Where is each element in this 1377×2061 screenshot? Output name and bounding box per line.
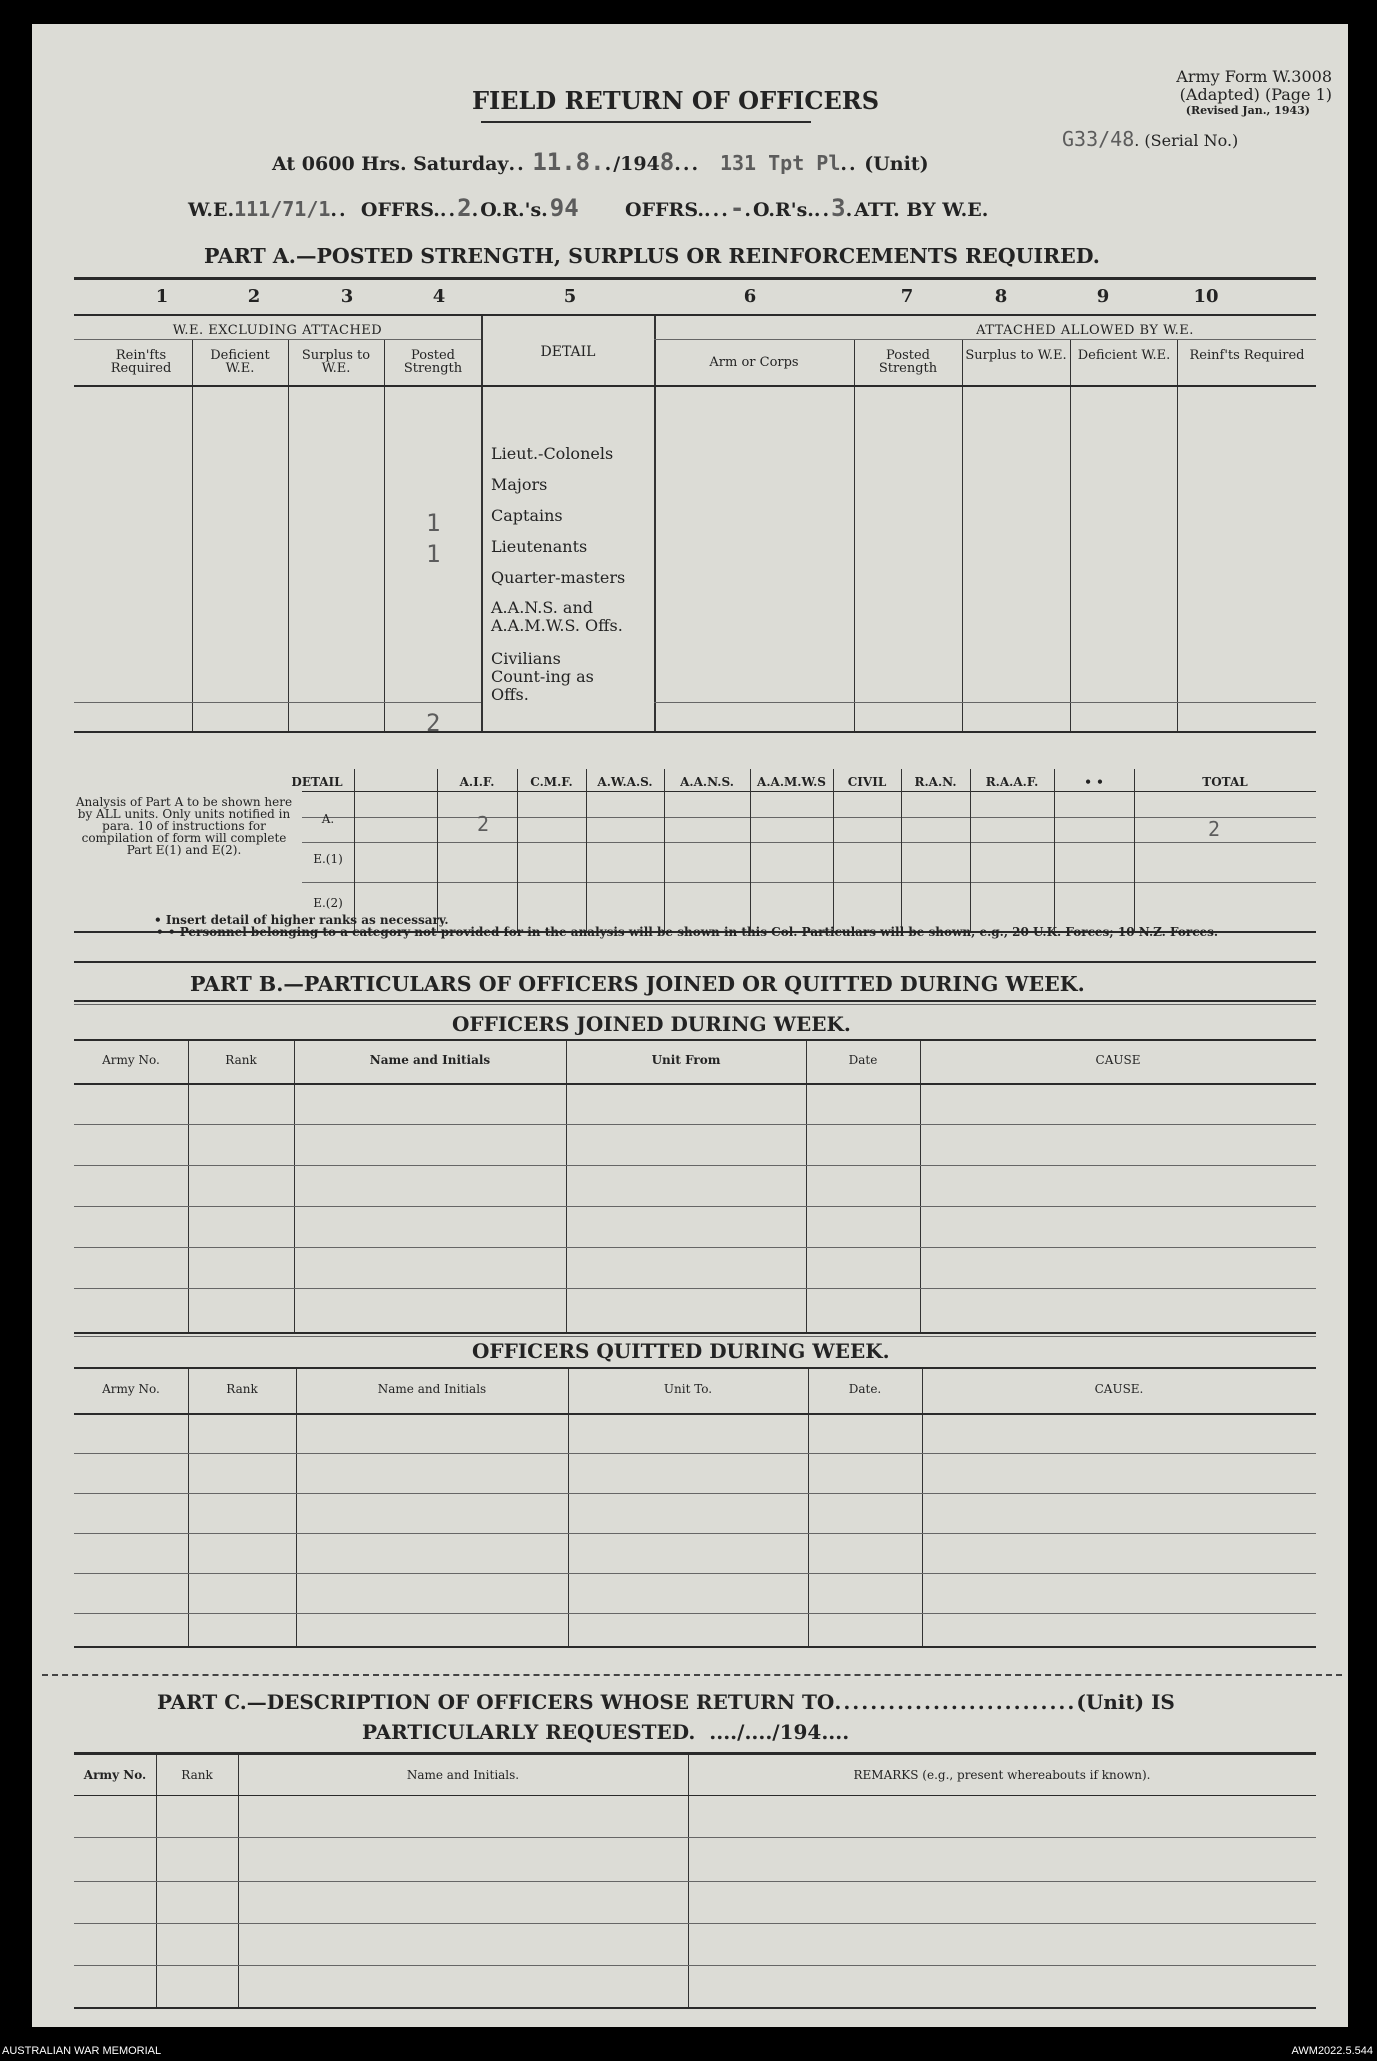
grid-line — [192, 339, 193, 732]
joined-header-bottom — [74, 1083, 1316, 1085]
part-c-row-rule — [74, 1881, 1316, 1882]
rank-aans: A.A.N.S. and A.A.M.W.S. Offs. — [491, 598, 623, 635]
quitted-grid-line — [922, 1369, 923, 1647]
att-offrs-field[interactable]: - — [729, 194, 745, 222]
subheader-arm: Arm or Corps — [709, 355, 799, 370]
subheader-deficient: Deficient W.E. — [210, 348, 270, 376]
analysis-grid-line — [354, 769, 355, 931]
analysis-grid-line — [833, 769, 834, 931]
part-c-title-text: PART C.—DESCRIPTION OF OFFICERS WHOSE RETURN TO — [157, 1690, 835, 1714]
analysis-aif-value[interactable]: 2 — [477, 812, 490, 836]
quitted-bottom-rule — [74, 1646, 1316, 1648]
part-c-grid-line — [156, 1755, 157, 2009]
subheader-posted: Posted Strength — [403, 348, 463, 376]
quitted-header-bottom — [74, 1413, 1316, 1415]
rank-lieutenants: Lieutenants — [491, 537, 588, 556]
col-number: 9 — [1096, 286, 1110, 307]
offrs-label: OFFRS. — [360, 199, 440, 221]
part-a-bottom-rule — [74, 731, 1316, 733]
analysis-grid-line — [970, 769, 971, 931]
grid-line — [288, 339, 289, 732]
att-offrs-label: OFFRS. — [625, 199, 704, 221]
rank-majors: Majors — [491, 475, 548, 494]
title-underline — [481, 121, 811, 123]
we-field[interactable]: 111/71/1 — [234, 197, 331, 221]
total-rule — [74, 702, 481, 703]
quitted-header-rule — [74, 1367, 1316, 1369]
quitted-title: OFFICERS QUITTED DURING WEEK. — [472, 1339, 890, 1363]
analysis-header-raaf: R.A.A.F. — [985, 775, 1039, 789]
analysis-row-e1: E.(1) — [313, 852, 343, 866]
joined-bottom-rule — [74, 1332, 1316, 1334]
part-c-grid-line — [688, 1755, 689, 2009]
part-c-date-field[interactable]: ..../..../194.... — [709, 1720, 850, 1744]
header-line-2: W.E.111/71/1.. OFFRS...2.O.R.'s.94 OFFRS....-.O.R's...3.ATT. BY W.E. — [188, 194, 989, 222]
subheader-surplus: Surplus to W.E. — [301, 348, 371, 376]
part-a-title: PART A.—POSTED STRENGTH, SURPLUS OR REINFORCEMENTS REQUIRED. — [204, 244, 1100, 268]
part-c-title-line2 — [362, 1720, 849, 1744]
grid-line — [654, 316, 656, 732]
form-id-line2: (Adapted) (Page 1) — [1179, 85, 1332, 104]
quitted-row-rule — [74, 1533, 1316, 1534]
col-number: 1 — [155, 286, 169, 307]
quitted-row-rule — [74, 1613, 1316, 1614]
analysis-header-aif: A.I.F. — [459, 775, 495, 789]
unit-label: (Unit) — [864, 153, 929, 175]
col-number: 3 — [340, 286, 354, 307]
analysis-rule — [302, 882, 1316, 883]
part-c-header-rule — [74, 1752, 1316, 1755]
joined-row-rule — [74, 1124, 1316, 1125]
quitted-grid-line — [568, 1369, 569, 1647]
unit-field[interactable]: 131 Tpt Pl — [719, 151, 841, 175]
col-number: 2 — [247, 286, 261, 307]
footnote-2: • • Personnel belonging to a category not provided for in the analysis will be shown in this Col. Particulars will be shown, e.g., 20 U.K. Forces; 10 N.Z. Forces. — [156, 925, 1219, 939]
analysis-header-detail: DETAIL — [291, 775, 343, 789]
quitted-grid-line — [808, 1369, 809, 1647]
rank-captains: Captains — [491, 506, 563, 525]
ors-field[interactable]: 94 — [549, 194, 579, 222]
date-field[interactable]: 11.8. — [532, 148, 605, 176]
analysis-note: Analysis of Part A to be shown here by ALL units. Only units notified in para. 10 of instructions for compilation of form will complete Part E(1) and E(2). — [75, 795, 293, 857]
part-c-title-line2-text: PARTICULARLY REQUESTED. — [362, 1720, 696, 1744]
part-c-title-line1: PART C.—DESCRIPTION OF OFFICERS WHOSE RETURN TO...........................(Unit) IS — [157, 1690, 1175, 1714]
subheader-att-posted: Posted Strength — [878, 348, 938, 376]
grid-line — [962, 339, 963, 732]
part-b-top-rule — [74, 961, 1316, 963]
analysis-rule — [302, 817, 1316, 818]
col-number: 10 — [1193, 286, 1219, 307]
grid-line — [384, 339, 385, 732]
at-label: At 0600 Hrs. Saturday — [272, 153, 509, 175]
att-label: ATT. BY W.E. — [854, 199, 989, 221]
posted-captains-value[interactable]: 1 — [426, 509, 441, 537]
subheader-att-surplus: Surplus to W.E. — [965, 348, 1067, 363]
joined-title: OFFICERS JOINED DURING WEEK. — [452, 1012, 851, 1036]
header-line-1: At 0600 Hrs. Saturday.. 11.8../1948... 131 Tpt Pl.. (Unit) — [272, 148, 929, 176]
subheader-att-deficient: Deficient W.E. — [1077, 348, 1171, 363]
analysis-rule — [302, 842, 1316, 843]
analysis-header-civil: CIVIL — [847, 775, 887, 789]
joined-col-unit-from: Unit From — [651, 1053, 721, 1067]
part-c-header-bottom — [74, 1795, 1316, 1796]
part-c-unit-label: (Unit) IS — [1076, 1690, 1175, 1714]
year-field[interactable]: 8 — [659, 148, 675, 176]
offrs-field[interactable]: 2 — [457, 194, 472, 222]
quitted-row-rule — [74, 1493, 1316, 1494]
posted-lieutenants-value[interactable]: 1 — [426, 540, 441, 568]
numbers-rule — [74, 314, 1316, 316]
analysis-footnotes — [154, 914, 1314, 938]
joined-col-army-no: Army No. — [102, 1053, 160, 1067]
form-id-line3: (Revised Jan., 1943) — [1185, 104, 1310, 117]
part-c-bottom-rule — [74, 2007, 1316, 2009]
quitted-col-unit-to: Unit To. — [663, 1382, 713, 1396]
part-c-row-rule — [74, 1837, 1316, 1838]
year-prefix: /194 — [613, 153, 660, 175]
rank-civilians: Civilians Count-ing as Offs. — [491, 649, 594, 704]
analysis-header-other: • • — [1084, 775, 1104, 789]
att-ors-field[interactable]: 3 — [831, 194, 846, 222]
we-label: W.E. — [188, 199, 235, 221]
serial-value: G33/48 — [1062, 127, 1135, 151]
joined-header-rule — [74, 1039, 1316, 1041]
analysis-grid-line — [586, 769, 587, 931]
joined-col-name: Name and Initials — [369, 1053, 491, 1067]
part-c-col-name: Name and Initials. — [406, 1768, 520, 1782]
subheader-detail: DETAIL — [540, 344, 596, 360]
quitted-col-cause: CAUSE. — [1094, 1382, 1144, 1396]
total-rule — [654, 702, 1316, 703]
analysis-row-e2: E.(2) — [313, 896, 343, 910]
analysis-header-aamws: A.A.M.W.S — [757, 775, 826, 789]
footer-accession-number: AWM2022.5.544 — [1291, 2045, 1373, 2057]
quitted-col-army-no: Army No. — [102, 1382, 160, 1396]
grid-rule — [74, 339, 481, 340]
part-c-col-army-no: Army No. — [83, 1768, 147, 1782]
part-b-title: PART B.—PARTICULARS OF OFFICERS JOINED OR QUITTED DURING WEEK. — [190, 972, 1085, 996]
perforation-line — [42, 1674, 1342, 1676]
footnote-1: • Insert detail of higher ranks as necessary. — [154, 913, 449, 927]
attached-allowed-header: ATTACHED ALLOWED BY W.E. — [976, 323, 1194, 338]
analysis-header-total: TOTAL — [1202, 775, 1248, 789]
joined-row-rule — [74, 1247, 1316, 1248]
analysis-total-value[interactable]: 2 — [1208, 817, 1221, 841]
part-c-row-rule — [74, 1965, 1316, 1966]
we-excluding-header: W.E. EXCLUDING ATTACHED — [172, 323, 383, 338]
col-number: 6 — [743, 286, 757, 307]
serial-label: (Serial No.) — [1144, 131, 1239, 150]
posted-total-value[interactable]: 2 — [426, 709, 441, 737]
form-page — [32, 24, 1348, 2027]
quitted-grid-line — [188, 1369, 189, 1647]
quitted-row-rule — [74, 1573, 1316, 1574]
col-number: 8 — [994, 286, 1008, 307]
analysis-grid-line — [901, 769, 902, 931]
part-b-rule-thin — [74, 1004, 1316, 1005]
quitted-col-name: Name and Initials — [377, 1382, 487, 1396]
quitted-col-date: Date. — [848, 1382, 882, 1396]
subheader-rule — [74, 385, 1316, 387]
subheader-att-reinforcements: Reinf'ts Required — [1189, 348, 1305, 363]
rank-quarter-masters: Quarter-masters — [491, 568, 626, 587]
part-b-rule — [74, 1000, 1316, 1002]
page-title: FIELD RETURN OF OFFICERS — [472, 86, 880, 115]
joined-col-cause: CAUSE — [1095, 1053, 1141, 1067]
col-number: 7 — [900, 286, 914, 307]
joined-row-rule — [74, 1165, 1316, 1166]
quitted-col-rank: Rank — [226, 1382, 258, 1396]
joined-col-date: Date — [848, 1053, 878, 1067]
analysis-row-a: A. — [321, 812, 335, 826]
col-number: 5 — [563, 286, 577, 307]
footer-institution: AUSTRALIAN WAR MEMORIAL — [2, 2045, 162, 2057]
joined-bottom-rule-thin — [74, 1336, 1316, 1337]
joined-row-rule — [74, 1206, 1316, 1207]
grid-line — [1070, 339, 1071, 732]
ors-label: O.R.'s — [480, 199, 542, 221]
part-c-grid-line — [238, 1755, 239, 2009]
grid-line — [1177, 339, 1178, 732]
grid-rule — [654, 339, 1316, 340]
analysis-grid-line — [1054, 769, 1055, 931]
analysis-grid-line — [664, 769, 665, 931]
analysis-grid-line — [517, 769, 518, 931]
analysis-header-awas: A.W.A.S. — [597, 775, 653, 789]
quitted-row-rule — [74, 1453, 1316, 1454]
part-a-rule — [74, 277, 1316, 280]
grid-line — [854, 339, 855, 732]
att-ors-label: O.R's. — [752, 199, 814, 221]
analysis-grid-line — [1134, 769, 1135, 931]
part-c-col-rank: Rank — [181, 1768, 213, 1782]
joined-col-rank: Rank — [225, 1053, 257, 1067]
form-identifier — [1092, 68, 1332, 117]
analysis-header-ran: R.A.N. — [914, 775, 957, 789]
rank-lieut-colonels: Lieut.-Colonels — [491, 444, 614, 463]
col-number: 4 — [432, 286, 446, 307]
grid-line — [481, 316, 483, 732]
form-id-line1: Army Form W.3008 — [1176, 67, 1332, 86]
analysis-grid-line — [750, 769, 751, 931]
analysis-grid-line — [437, 769, 438, 931]
analysis-header-rule — [302, 791, 1316, 792]
part-c-col-remarks: REMARKS (e.g., present whereabouts if known). — [853, 1768, 1151, 1782]
serial-number: G33/48. (Serial No.) — [1062, 127, 1239, 151]
analysis-header-cmf: C.M.F. — [530, 775, 573, 789]
part-c-row-rule — [74, 1923, 1316, 1924]
quitted-grid-line — [296, 1369, 297, 1647]
joined-row-rule — [74, 1288, 1316, 1289]
subheader-reinforcements: Rein'fts Required — [110, 348, 172, 376]
analysis-header-aans: A.A.N.S. — [680, 775, 734, 789]
